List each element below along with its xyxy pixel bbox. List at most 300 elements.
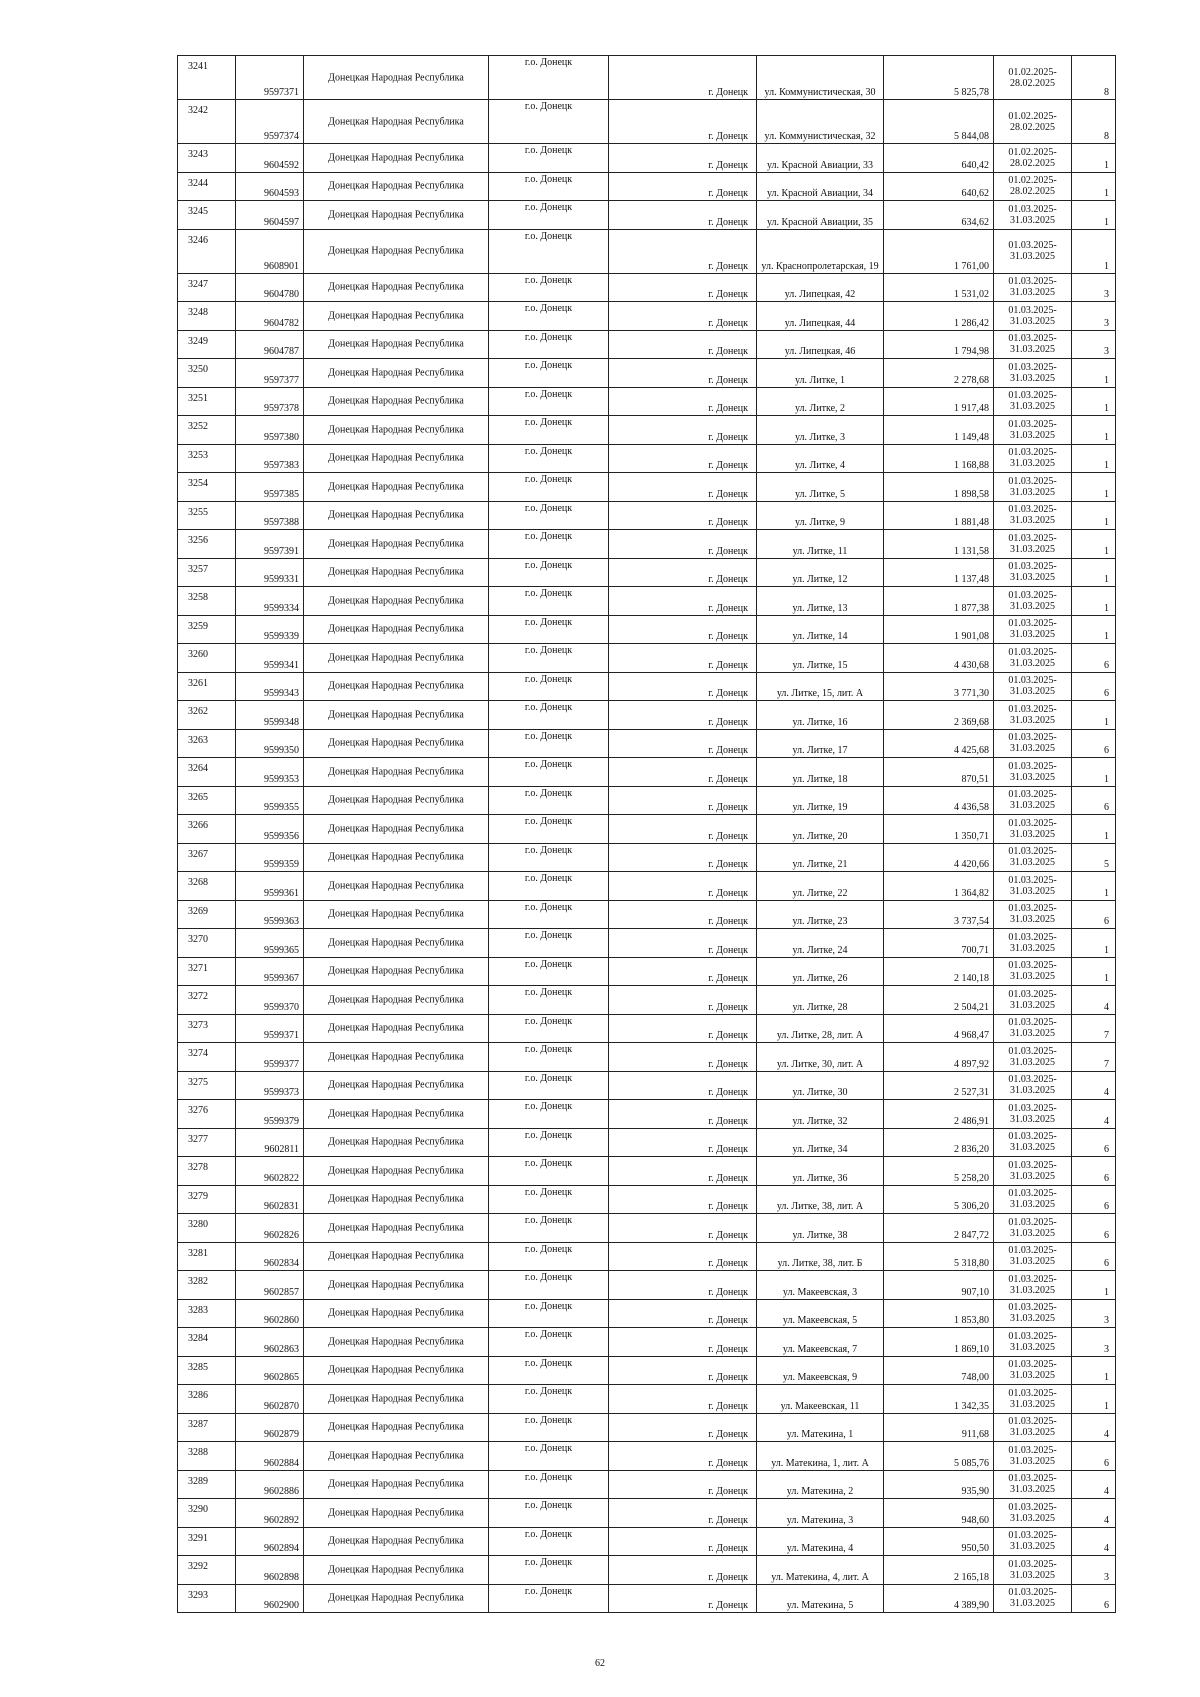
table-row bbox=[178, 986, 1116, 1015]
area-value: 950,50 bbox=[961, 1543, 989, 1554]
row-number-cell bbox=[178, 986, 236, 1015]
object-code: 9599341 bbox=[264, 659, 299, 671]
municipal-district-cell bbox=[489, 1299, 609, 1328]
street-address: ул. Литке, 13 bbox=[792, 602, 848, 614]
row-number: 3280 bbox=[188, 1219, 208, 1230]
city-name: г. Донецк bbox=[708, 1229, 748, 1241]
city-name: г. Донецк bbox=[708, 1486, 748, 1497]
object-code-cell bbox=[236, 1214, 304, 1243]
area-value: 1 869,10 bbox=[954, 1343, 989, 1355]
region-name-cell bbox=[304, 1499, 489, 1528]
period-range-cell bbox=[994, 1100, 1072, 1129]
count-value-cell bbox=[1072, 416, 1116, 445]
region-name-cell bbox=[304, 786, 489, 815]
count-value: 6 bbox=[1104, 1457, 1109, 1469]
region-name-cell bbox=[304, 1214, 489, 1243]
municipal-district-cell bbox=[489, 1470, 609, 1499]
street-address: ул. Литке, 15 bbox=[792, 659, 848, 671]
row-number-cell bbox=[178, 558, 236, 587]
row-number: 3277 bbox=[188, 1133, 208, 1145]
municipal-district-cell bbox=[489, 843, 609, 872]
street-address: ул. Литке, 9 bbox=[794, 517, 846, 528]
region-name-cell bbox=[304, 444, 489, 473]
object-code-cell bbox=[236, 1556, 304, 1585]
municipal-district: г.о. Донецк bbox=[524, 1243, 573, 1255]
table-row bbox=[178, 1100, 1116, 1129]
period-range: 01.03.2025-31.03.2025 bbox=[1008, 1102, 1057, 1125]
count-value-cell bbox=[1072, 1328, 1116, 1357]
period-range-cell bbox=[994, 1413, 1072, 1442]
municipal-district: г.о. Донецк bbox=[524, 1557, 573, 1568]
table-row bbox=[178, 701, 1116, 730]
street-address: ул. Литке, 20 bbox=[792, 830, 848, 842]
count-value-cell bbox=[1072, 758, 1116, 787]
area-value-cell bbox=[884, 1071, 994, 1100]
municipal-district-cell bbox=[489, 172, 609, 201]
city-name-cell bbox=[609, 172, 757, 201]
object-code-cell bbox=[236, 416, 304, 445]
row-number: 3265 bbox=[188, 791, 208, 803]
municipal-district-cell bbox=[489, 501, 609, 530]
region-name-cell bbox=[304, 100, 489, 144]
object-code-cell bbox=[236, 1014, 304, 1043]
object-code-cell bbox=[236, 587, 304, 616]
count-value: 4 bbox=[1104, 1486, 1109, 1497]
object-code: 9602898 bbox=[264, 1571, 299, 1583]
row-number-cell bbox=[178, 201, 236, 230]
street-address: ул. Матекина, 4 bbox=[786, 1543, 854, 1554]
area-value-cell bbox=[884, 1499, 994, 1528]
period-range-cell bbox=[994, 473, 1072, 502]
street-address-cell bbox=[757, 1527, 884, 1556]
period-range: 01.03.2025-31.03.2025 bbox=[1008, 1302, 1057, 1325]
region-name: Донецкая Народная Республика bbox=[328, 823, 464, 835]
municipal-district: г.о. Донецк bbox=[524, 901, 573, 913]
row-number: 3267 bbox=[188, 848, 208, 860]
row-number: 3264 bbox=[188, 763, 208, 774]
row-number-cell bbox=[178, 229, 236, 273]
city-name: г. Донецк bbox=[708, 1001, 748, 1013]
object-code: 9599356 bbox=[264, 830, 299, 842]
street-address-cell bbox=[757, 416, 884, 445]
city-name: г. Донецк bbox=[708, 1087, 748, 1098]
street-address: ул. Литке, 3 bbox=[794, 431, 846, 443]
municipal-district-cell bbox=[489, 273, 609, 302]
area-value-cell bbox=[884, 587, 994, 616]
period-range-cell bbox=[994, 359, 1072, 388]
municipal-district-cell bbox=[489, 729, 609, 758]
row-number-cell bbox=[178, 473, 236, 502]
object-code: 9597378 bbox=[264, 403, 299, 414]
count-value: 1 bbox=[1104, 517, 1109, 528]
table-row bbox=[178, 1470, 1116, 1499]
row-number: 3246 bbox=[188, 234, 208, 246]
region-name: Донецкая Народная Республика bbox=[328, 395, 464, 407]
municipal-district: г.о. Донецк bbox=[524, 588, 573, 599]
street-address-cell bbox=[757, 1128, 884, 1157]
count-value: 5 bbox=[1104, 859, 1109, 870]
period-range-cell bbox=[994, 1014, 1072, 1043]
row-number-cell bbox=[178, 900, 236, 929]
area-value-cell bbox=[884, 672, 994, 701]
count-value: 4 bbox=[1104, 1514, 1109, 1526]
count-value-cell bbox=[1072, 1385, 1116, 1414]
object-code-cell bbox=[236, 387, 304, 416]
period-range: 01.03.2025-31.03.2025 bbox=[1008, 732, 1057, 755]
municipal-district: г.о. Донецк bbox=[524, 1044, 573, 1055]
region-name-cell bbox=[304, 1157, 489, 1186]
city-name-cell bbox=[609, 1157, 757, 1186]
region-name: Донецкая Народная Республика bbox=[328, 1307, 464, 1319]
count-value-cell bbox=[1072, 1442, 1116, 1471]
row-number-cell bbox=[178, 1470, 236, 1499]
region-name: Донецкая Народная Республика bbox=[328, 1279, 464, 1291]
count-value-cell bbox=[1072, 843, 1116, 872]
period-range-cell bbox=[994, 644, 1072, 673]
object-code: 9604780 bbox=[264, 289, 299, 300]
count-value: 1 bbox=[1104, 973, 1109, 984]
row-number: 3250 bbox=[188, 364, 208, 375]
period-range-cell bbox=[994, 56, 1072, 100]
street-address: ул. Липецкая, 42 bbox=[784, 289, 856, 300]
region-name: Донецкая Народная Республика bbox=[328, 424, 464, 436]
object-code-cell bbox=[236, 1527, 304, 1556]
area-value: 1 881,48 bbox=[954, 517, 989, 528]
region-name: Донецкая Народная Республика bbox=[328, 908, 464, 920]
area-value-cell bbox=[884, 100, 994, 144]
area-value: 1 131,58 bbox=[954, 545, 989, 557]
period-range: 01.03.2025-31.03.2025 bbox=[1008, 1416, 1057, 1439]
period-range-cell bbox=[994, 1356, 1072, 1385]
table-row bbox=[178, 201, 1116, 230]
table-row bbox=[178, 558, 1116, 587]
city-name-cell bbox=[609, 1271, 757, 1300]
object-code-cell bbox=[236, 1043, 304, 1072]
street-address-cell bbox=[757, 144, 884, 173]
object-code: 9602834 bbox=[264, 1258, 299, 1269]
street-address-cell bbox=[757, 1157, 884, 1186]
region-name-cell bbox=[304, 56, 489, 100]
street-address: ул. Липецкая, 46 bbox=[784, 346, 856, 357]
row-number: 3276 bbox=[188, 1105, 208, 1116]
count-value: 8 bbox=[1104, 131, 1109, 142]
row-number-cell bbox=[178, 758, 236, 787]
region-name: Донецкая Народная Республика bbox=[328, 1136, 464, 1148]
area-value: 640,42 bbox=[961, 159, 989, 171]
region-name: Донецкая Народная Республика bbox=[328, 245, 464, 257]
city-name-cell bbox=[609, 201, 757, 230]
city-name: г. Донецк bbox=[708, 574, 748, 585]
object-code-cell bbox=[236, 843, 304, 872]
object-code-cell bbox=[236, 530, 304, 559]
count-value: 4 bbox=[1104, 1429, 1109, 1440]
city-name-cell bbox=[609, 1499, 757, 1528]
object-code: 9599348 bbox=[264, 716, 299, 728]
area-value: 4 968,47 bbox=[954, 1030, 989, 1041]
period-range: 01.03.2025-31.03.2025 bbox=[1008, 846, 1057, 869]
area-value-cell bbox=[884, 1185, 994, 1214]
table-row bbox=[178, 1499, 1116, 1528]
region-name-cell bbox=[304, 1071, 489, 1100]
region-name-cell bbox=[304, 843, 489, 872]
row-number: 3284 bbox=[188, 1333, 208, 1344]
city-name: г. Донецк bbox=[708, 973, 748, 984]
table-row bbox=[178, 229, 1116, 273]
area-value-cell bbox=[884, 144, 994, 173]
row-number: 3256 bbox=[188, 535, 208, 546]
period-range: 01.03.2025-31.03.2025 bbox=[1008, 874, 1057, 897]
street-address-cell bbox=[757, 1242, 884, 1271]
municipal-district-cell bbox=[489, 1157, 609, 1186]
object-code-cell bbox=[236, 644, 304, 673]
count-value: 1 bbox=[1104, 773, 1109, 785]
period-range-cell bbox=[994, 1271, 1072, 1300]
street-address-cell bbox=[757, 1100, 884, 1129]
street-address-cell bbox=[757, 172, 884, 201]
table-row bbox=[178, 587, 1116, 616]
object-code-cell bbox=[236, 815, 304, 844]
period-range: 01.03.2025-31.03.2025 bbox=[1008, 418, 1057, 441]
area-value: 5 844,08 bbox=[954, 131, 989, 142]
region-name-cell bbox=[304, 815, 489, 844]
count-value-cell bbox=[1072, 957, 1116, 986]
row-number-cell bbox=[178, 1299, 236, 1328]
region-name-cell bbox=[304, 872, 489, 901]
count-value-cell bbox=[1072, 330, 1116, 359]
period-range: 01.03.2025-31.03.2025 bbox=[1008, 1387, 1057, 1410]
street-address: ул. Литке, 17 bbox=[792, 745, 848, 756]
object-code-cell bbox=[236, 1100, 304, 1129]
object-code-cell bbox=[236, 729, 304, 758]
period-range: 01.03.2025-31.03.2025 bbox=[1008, 618, 1057, 641]
period-range-cell bbox=[994, 1242, 1072, 1271]
city-name-cell bbox=[609, 144, 757, 173]
table-row bbox=[178, 786, 1116, 815]
street-address: ул. Красной Авиации, 34 bbox=[766, 188, 874, 199]
object-code: 9599377 bbox=[264, 1058, 299, 1070]
street-address: ул. Матекина, 2 bbox=[786, 1486, 854, 1497]
object-code: 9597391 bbox=[264, 545, 299, 557]
city-name: г. Донецк bbox=[708, 1457, 748, 1469]
municipal-district: г.о. Донецк bbox=[524, 1186, 573, 1198]
region-name-cell bbox=[304, 1271, 489, 1300]
period-range: 01.03.2025-31.03.2025 bbox=[1008, 475, 1057, 498]
municipal-district: г.о. Донецк bbox=[524, 645, 573, 656]
region-name-cell bbox=[304, 1043, 489, 1072]
street-address: ул. Литке, 18 bbox=[792, 773, 848, 785]
row-number: 3253 bbox=[188, 449, 208, 461]
row-number-cell bbox=[178, 56, 236, 100]
period-range: 01.03.2025-31.03.2025 bbox=[1008, 447, 1057, 470]
area-value: 1 168,88 bbox=[954, 460, 989, 471]
city-name: г. Донецк bbox=[708, 87, 748, 98]
street-address-cell bbox=[757, 1470, 884, 1499]
municipal-district-cell bbox=[489, 100, 609, 144]
city-name: г. Донецк bbox=[708, 346, 748, 357]
municipal-district: г.о. Донецк bbox=[524, 1357, 573, 1369]
row-number-cell bbox=[178, 1157, 236, 1186]
street-address: ул. Литке, 28, лит. А bbox=[776, 1030, 864, 1041]
count-value: 6 bbox=[1104, 1229, 1109, 1241]
count-value: 6 bbox=[1104, 745, 1109, 756]
region-name: Донецкая Народная Республика bbox=[328, 1535, 464, 1547]
area-value-cell bbox=[884, 330, 994, 359]
street-address: ул. Литке, 28 bbox=[792, 1001, 848, 1013]
table-row bbox=[178, 100, 1116, 144]
row-number: 3242 bbox=[188, 105, 208, 116]
municipal-district-cell bbox=[489, 1328, 609, 1357]
count-value-cell bbox=[1072, 1014, 1116, 1043]
object-code: 9602886 bbox=[264, 1486, 299, 1497]
area-value: 4 425,68 bbox=[954, 745, 989, 756]
row-number: 3262 bbox=[188, 706, 208, 717]
row-number-cell bbox=[178, 1584, 236, 1613]
count-value: 1 bbox=[1104, 1400, 1109, 1412]
area-value: 2 527,31 bbox=[954, 1087, 989, 1098]
region-name-cell bbox=[304, 1442, 489, 1471]
city-name: г. Донецк bbox=[708, 159, 748, 171]
municipal-district-cell bbox=[489, 1242, 609, 1271]
period-range-cell bbox=[994, 815, 1072, 844]
street-address-cell bbox=[757, 815, 884, 844]
object-code: 9597377 bbox=[264, 374, 299, 386]
period-range: 01.03.2025-31.03.2025 bbox=[1008, 1017, 1057, 1040]
object-code: 9597383 bbox=[264, 460, 299, 471]
area-value: 1 853,80 bbox=[954, 1315, 989, 1326]
row-number: 3291 bbox=[188, 1532, 208, 1544]
table-row bbox=[178, 758, 1116, 787]
municipal-district: г.о. Донецк bbox=[524, 274, 573, 286]
region-name: Донецкая Народная Республика bbox=[328, 623, 464, 635]
region-name-cell bbox=[304, 1356, 489, 1385]
municipal-district: г.о. Донецк bbox=[524, 101, 573, 112]
period-range-cell bbox=[994, 387, 1072, 416]
area-value-cell bbox=[884, 1299, 994, 1328]
city-name: г. Донецк bbox=[708, 317, 748, 329]
city-name: г. Донецк bbox=[708, 1600, 748, 1611]
count-value-cell bbox=[1072, 1356, 1116, 1385]
city-name: г. Донецк bbox=[708, 659, 748, 671]
city-name-cell bbox=[609, 929, 757, 958]
city-name-cell bbox=[609, 1470, 757, 1499]
city-name-cell bbox=[609, 986, 757, 1015]
period-range: 01.03.2025-31.03.2025 bbox=[1008, 675, 1057, 698]
row-number-cell bbox=[178, 1356, 236, 1385]
street-address: ул. Литке, 11 bbox=[792, 545, 848, 557]
area-value-cell bbox=[884, 501, 994, 530]
object-code: 9599373 bbox=[264, 1087, 299, 1098]
row-number: 3289 bbox=[188, 1475, 208, 1487]
count-value-cell bbox=[1072, 1470, 1116, 1499]
row-number: 3281 bbox=[188, 1247, 208, 1259]
city-name: г. Донецк bbox=[708, 260, 748, 272]
city-name: г. Донецк bbox=[708, 403, 748, 414]
count-value: 6 bbox=[1104, 1258, 1109, 1269]
area-value-cell bbox=[884, 900, 994, 929]
area-value: 2 278,68 bbox=[954, 374, 989, 386]
row-number-cell bbox=[178, 530, 236, 559]
municipal-district-cell bbox=[489, 530, 609, 559]
region-name-cell bbox=[304, 701, 489, 730]
period-range: 01.03.2025-31.03.2025 bbox=[1008, 760, 1057, 783]
object-code-cell bbox=[236, 201, 304, 230]
region-name-cell bbox=[304, 273, 489, 302]
row-number-cell bbox=[178, 872, 236, 901]
street-address-cell bbox=[757, 786, 884, 815]
count-value: 1 bbox=[1104, 545, 1109, 557]
period-range-cell bbox=[994, 1470, 1072, 1499]
count-value: 6 bbox=[1104, 1144, 1109, 1155]
object-code: 9599343 bbox=[264, 688, 299, 699]
region-name-cell bbox=[304, 758, 489, 787]
region-name-cell bbox=[304, 1385, 489, 1414]
street-address-cell bbox=[757, 672, 884, 701]
region-name: Донецкая Народная Республика bbox=[328, 937, 464, 949]
street-address-cell bbox=[757, 330, 884, 359]
street-address-cell bbox=[757, 558, 884, 587]
street-address-cell bbox=[757, 644, 884, 673]
municipal-district-cell bbox=[489, 986, 609, 1015]
object-code: 9599365 bbox=[264, 944, 299, 956]
area-value-cell bbox=[884, 758, 994, 787]
count-value-cell bbox=[1072, 872, 1116, 901]
street-address: ул. Матекина, 5 bbox=[786, 1600, 854, 1611]
municipal-district: г.о. Донецк bbox=[524, 930, 573, 941]
municipal-district-cell bbox=[489, 644, 609, 673]
street-address: ул. Литке, 38, лит. А bbox=[776, 1201, 864, 1212]
area-value: 640,62 bbox=[961, 188, 989, 199]
area-value: 1 917,48 bbox=[954, 403, 989, 414]
period-range-cell bbox=[994, 530, 1072, 559]
street-address-cell bbox=[757, 229, 884, 273]
object-code: 9599367 bbox=[264, 973, 299, 984]
city-name: г. Донецк bbox=[708, 460, 748, 471]
region-name: Донецкая Народная Республика bbox=[328, 1592, 464, 1604]
city-name-cell bbox=[609, 1043, 757, 1072]
region-name: Донецкая Народная Республика bbox=[328, 566, 464, 578]
count-value-cell bbox=[1072, 587, 1116, 616]
table-row bbox=[178, 1014, 1116, 1043]
street-address-cell bbox=[757, 872, 884, 901]
city-name: г. Донецк bbox=[708, 916, 748, 927]
object-code-cell bbox=[236, 473, 304, 502]
area-value-cell bbox=[884, 843, 994, 872]
region-name: Донецкая Народная Республика bbox=[328, 794, 464, 806]
region-name: Донецкая Народная Республика bbox=[328, 1507, 464, 1519]
object-code-cell bbox=[236, 1356, 304, 1385]
period-range-cell bbox=[994, 672, 1072, 701]
count-value-cell bbox=[1072, 1043, 1116, 1072]
street-address-cell bbox=[757, 900, 884, 929]
municipal-district: г.о. Донецк bbox=[524, 145, 573, 156]
city-name-cell bbox=[609, 100, 757, 144]
city-name-cell bbox=[609, 273, 757, 302]
count-value: 1 bbox=[1104, 1372, 1109, 1383]
count-value: 1 bbox=[1104, 460, 1109, 471]
row-number-cell bbox=[178, 387, 236, 416]
street-address: ул. Литке, 22 bbox=[792, 887, 848, 899]
street-address: ул. Липецкая, 44 bbox=[784, 317, 856, 329]
row-number: 3272 bbox=[188, 991, 208, 1002]
area-value: 1 794,98 bbox=[954, 346, 989, 357]
row-number: 3255 bbox=[188, 506, 208, 518]
street-address: ул. Матекина, 1, лит. А bbox=[771, 1457, 869, 1469]
municipal-district-cell bbox=[489, 1185, 609, 1214]
region-name-cell bbox=[304, 986, 489, 1015]
count-value-cell bbox=[1072, 1499, 1116, 1528]
count-value: 3 bbox=[1104, 289, 1109, 300]
register-table bbox=[177, 55, 1116, 1613]
